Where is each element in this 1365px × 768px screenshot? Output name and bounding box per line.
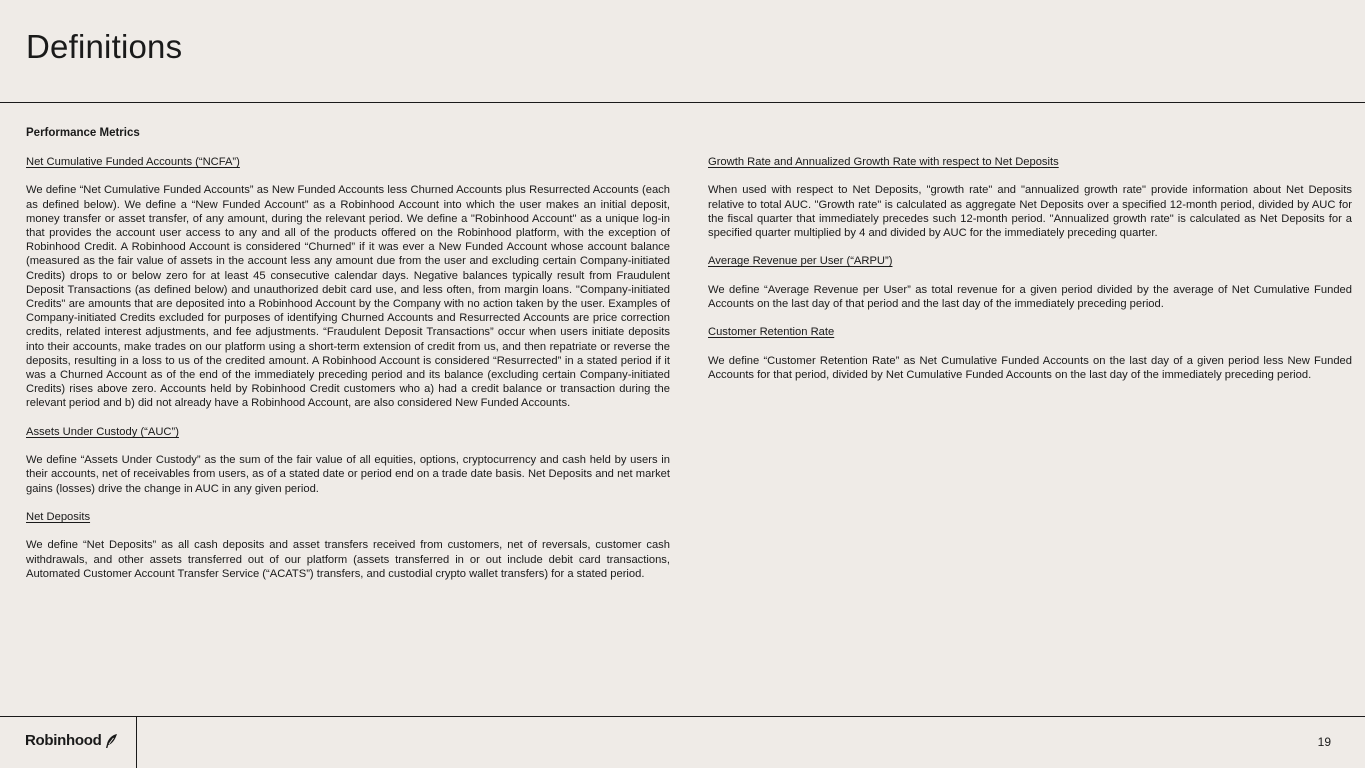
definition-heading: Average Revenue per User (“ARPU”) [708, 255, 893, 268]
definition-body: When used with respect to Net Deposits, "growth rate" and "annualized growth rate" provide information about Net Deposits relative to total AUC. "Growth rate" is calculated as aggregate Net Deposits over a specified 12-month period, divided by AUC for the fiscal quarter that immediately precedes such 12-month period. "Annualized growth rate" is calculated as Net Deposits for a specified quarter multiplied by 4 and divided by AUC for the immediately preceding quarter. [708, 184, 1352, 239]
footer-divider [0, 716, 1365, 717]
header-divider [0, 102, 1365, 103]
definition-ncfa [26, 155, 670, 411]
definition-net-deposits [26, 510, 670, 581]
definition-arpu [708, 254, 1352, 311]
footer-vertical-divider [136, 716, 137, 768]
definition-body: We define “Assets Under Custody” as the sum of the fair value of all equities, options, cryptocurrency and cash held by users in their accounts, net of receivables from users, as of a stated date or period end on a trade date basis. Net Deposits and net market gains (losses) drive the change in AUC in any given period. [26, 454, 670, 495]
feather-icon [104, 733, 118, 749]
definition-heading: Customer Retention Rate [708, 326, 835, 339]
definition-heading: Growth Rate and Annualized Growth Rate with respect to Net Deposits [708, 156, 1059, 168]
definition-body: We define “Customer Retention Rate” as Net Cumulative Funded Accounts on the last day of a given period less New Funded Accounts for that period, divided by Net Cumulative Funded Accounts on the last day of the immediately preceding period. [708, 354, 1352, 381]
definition-growth-rate [708, 155, 1352, 240]
right-column [708, 155, 1352, 396]
brand-name: Robinhood [25, 732, 102, 749]
left-column [26, 155, 670, 595]
page-number: 19 [1317, 735, 1331, 749]
definition-heading: Assets Under Custody (“AUC”) [26, 425, 179, 438]
page-title: Definitions [26, 28, 183, 65]
section-label: Performance Metrics [26, 127, 140, 139]
robinhood-logo [25, 732, 118, 749]
definition-heading: Net Deposits [26, 511, 91, 524]
definition-heading: Net Cumulative Funded Accounts (“NCFA”) [26, 156, 240, 168]
definition-body: We define “Average Revenue per User” as total revenue for a given period divided by the average of Net Cumulative Funded Accounts on the last day of that period and the last day of the immediately preceding period. [708, 283, 1352, 310]
definition-body: We define “Net Deposits” as all cash deposits and asset transfers received from customers, net of reversals, customer cash withdrawals, and other assets transferred out of our platform (assets transferred in or out include debit card transactions, Automated Customer Account Transfer Service (“ACATS”) transfers, and custodial crypto wallet transfers) for a stated period. [26, 539, 670, 580]
definition-retention-rate [708, 325, 1352, 382]
definition-auc [26, 425, 670, 496]
definition-body: We define “Net Cumulative Funded Accounts” as New Funded Accounts less Churned Accounts plus Resurrected Accounts (each as defined below). We define a “New Funded Account” as a Robinhood Account into which the user makes an initial deposit, money transfer or asset transfer, of any amount, during the relevant period. We define a "Robinhood Account" as a unique log-in that provides the account user access to any and all of the products offered on the Robinhood platform, with the exception of Robinhood Credit. A Robinhood Account is considered “Churned” if it was ever a New Funded Account whose account balance (measured as the fair value of assets in the account less any amount due from the user and excluding certain Company-initiated Credits) drops to or below zero for at least 45 consecutive calendar days. Negative balances typically result from Fraudulent Deposit Transactions (as defined below) and unauthorized debit card use, and less often, from margin loans. "Company-initiated Credits" are amounts that are deposited into a Robinhood Account by the Company with no action taken by the user. Examples of Company-initiated Credits excluded for purposes of identifying Churned Accounts and Resurrected Accounts are price correction credits, related interest adjustments, and fee adjustments. “Fraudulent Deposit Transactions” occur when users initiate deposits into their accounts, make trades on our platform using a short-term extension of credit from us, and then repatriate or reverse the deposits, resulting in a loss to us of the credited amount. A Robinhood Account is considered “Resurrected” in a stated period if it was a Churned Account as of the end of the immediately preceding period and its balance (excluding certain Company-initiated Credits) rises above zero. Accounts held by Robinhood Credit customers who a) had a credit balance or transaction during the relevant period and b) did not already have a Robinhood Account, are also considered New Funded Accounts. [26, 184, 670, 410]
